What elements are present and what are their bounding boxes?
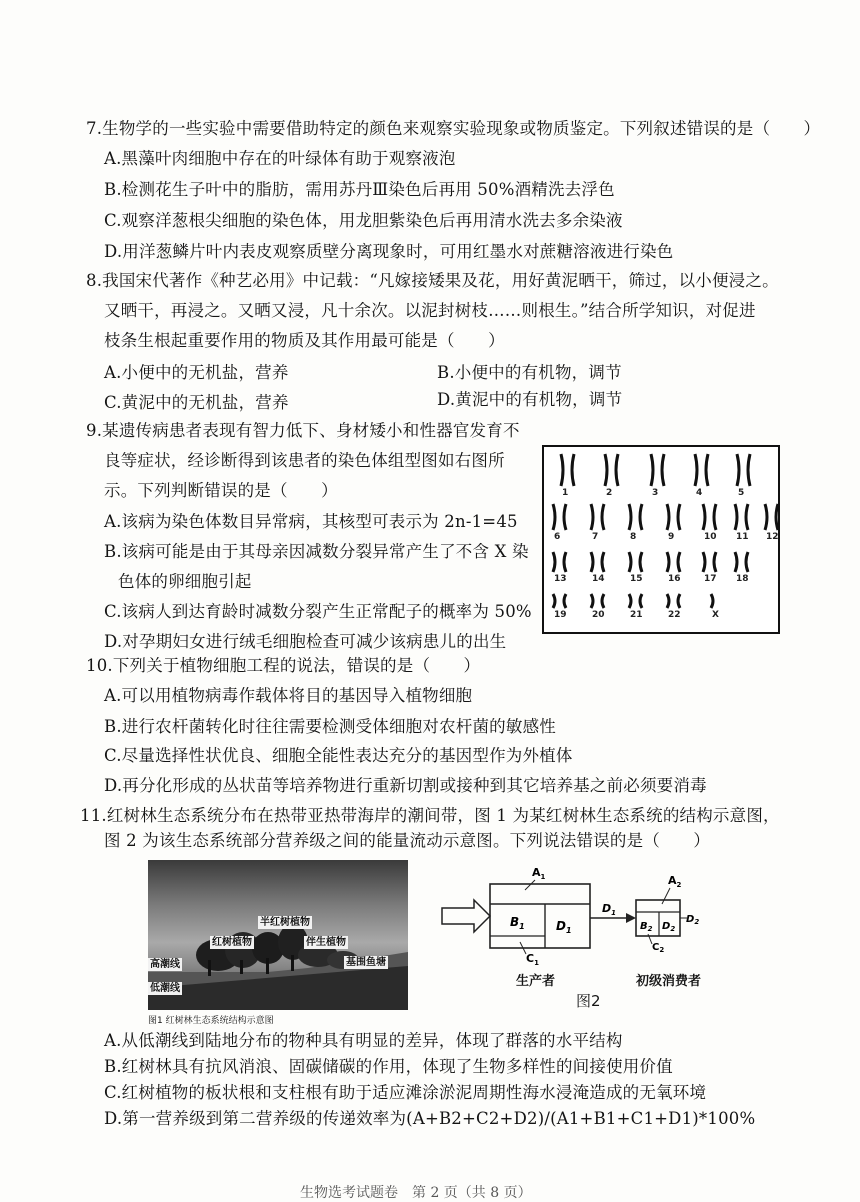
q11-option-c: C.红树植物的板状根和支柱根有助于适应滩涂淤泥周期性海水浸淹造成的无氧环境 — [104, 1083, 707, 1102]
q11-option-d-prefix: D.第一营养级到第二营养级的传递效率为(A — [104, 1109, 425, 1128]
chromosome-7 — [588, 503, 608, 535]
q11-option-d — [104, 1108, 755, 1130]
chromosome-5 — [734, 453, 754, 491]
q8-stem-line1: 8.我国宋代著作《种艺必用》中记载：“凡嫁接矮果及花，用好黄泥晒干，筛过，以小便浸之。 — [86, 271, 779, 290]
consumer-label: 初级消费者 — [636, 974, 702, 989]
q9-option-a: A.该病为染色体数目异常病，其核型可表示为 2n-1=45 — [104, 512, 518, 531]
chromosome-10 — [700, 503, 720, 535]
q7-stem: 7.生物学的一些实验中需要借助特定的颜色来观察实验现象或物质鉴定。下列叙述错误的是（ ） — [86, 119, 821, 138]
q7-option-b: B.检测花生子叶中的脂肪，需用苏丹Ⅲ染色后再用 50%酒精洗去浮色 — [104, 180, 615, 199]
svg-text:D1: $D_1$ — [602, 902, 617, 917]
q7-option-c: C.观察洋葱根尖细胞的染色体，用龙胆紫染色后再用清水洗去多余染液 — [104, 211, 623, 230]
chromosome-label: 16 — [668, 574, 681, 584]
label-low-tide: 低潮线 — [150, 983, 180, 994]
chromosome-label: 13 — [554, 574, 567, 584]
svg-text:B2: $B_2$ — [640, 921, 653, 933]
q10-option-c: C.尽量选择性状优良、细胞全能性表达充分的基因型作为外植体 — [104, 746, 573, 765]
q8-option-c: C.黄泥中的无机盐，营养 — [104, 393, 289, 412]
chromosome-label: 21 — [630, 610, 643, 620]
chromosome-label: 3 — [652, 488, 659, 498]
q8-option-b: B.小便中的有机物，调节 — [437, 363, 622, 382]
svg-text:D2: $D_2$ — [686, 914, 700, 926]
chromosome-label: 12 — [766, 532, 779, 542]
q9-option-c: C.该病人到达育龄时减数分裂产生正常配子的概率为 50% — [104, 602, 532, 621]
svg-text:C2: $C_2$ — [652, 942, 665, 954]
label-semi-mangrove: 半红树植物 — [260, 917, 310, 928]
q11-stem-line2: 图 2 为该生态系统部分营养级之间的能量流动示意图。下列说法错误的是（ ） — [104, 831, 711, 850]
q10-option-d: D.再分化形成的丛状苗等培养物进行重新切割或接种到其它培养基之前必须要消毒 — [104, 776, 707, 795]
page-footer: 生物选考试题卷 第 2 页（共 8 页） — [300, 1185, 532, 1201]
q7-option-a: A.黑藻叶肉细胞中存在的叶绿体有助于观察液泡 — [104, 149, 456, 168]
fig2-caption: 图2 — [576, 992, 601, 1010]
svg-text:A2: $A_2$ — [668, 874, 682, 889]
q10-option-b: B.进行农杆菌转化时往往需要检测受体细胞对农杆菌的敏感性 — [104, 717, 556, 736]
chromosome-label: 1 — [562, 488, 569, 498]
svg-text:C1: $C_1$ — [526, 952, 539, 967]
chromosome-label: 15 — [630, 574, 643, 584]
chromosome-label: 8 — [630, 532, 637, 542]
chromosome-label: 14 — [592, 574, 605, 584]
q11-option-a: A.从低潮线到陆地分布的物种具有明显的差异，体现了群落的水平结构 — [104, 1031, 623, 1050]
q9-option-d: D.对孕期妇女进行绒毛细胞检查可减少该病患儿的出生 — [104, 632, 507, 651]
chromosome-9 — [664, 503, 684, 535]
svg-text:D2: $D_2$ — [662, 921, 676, 933]
fig1-caption: 图1 红树林生态系统结构示意图 — [148, 1016, 274, 1026]
chromosome-1 — [558, 453, 578, 491]
svg-text:B1: $B_1$ — [510, 915, 525, 931]
chromosome-label: 22 — [668, 610, 681, 620]
q7-option-d: D.用洋葱鳞片叶内表皮观察质壁分离现象时，可用红墨水对蔗糖溶液进行染色 — [104, 242, 674, 261]
q8-stem-line3: 枝条生根起重要作用的物质及其作用最可能是（ ） — [104, 331, 505, 350]
energy-flow-figure — [440, 866, 720, 1016]
producer-label: 生产者 — [516, 974, 556, 989]
label-associated-plants: 伴生植物 — [306, 937, 346, 948]
q9-stem-line2: 良等症状，经诊断得到该患者的染色体组型图如右图所 — [104, 451, 505, 470]
q11-option-b: B.红树林具有抗风消浪、固碳储碳的作用，体现了生物多样性的间接使用价值 — [104, 1057, 673, 1076]
label-fish-pond: 基围鱼塘 — [346, 957, 386, 968]
q10-option-a: A.可以用植物病毒作载体将目的基因导入植物细胞 — [104, 686, 473, 705]
mangrove-structure-figure — [148, 860, 408, 1010]
chromosome-label: 10 — [704, 532, 717, 542]
chromosome-8 — [626, 503, 646, 535]
q10-stem: 10.下列关于植物细胞工程的说法，错误的是（ ） — [86, 656, 481, 675]
chromosome-label: 18 — [736, 574, 749, 584]
chromosome-label: 2 — [606, 488, 613, 498]
q8-option-d: D.黄泥中的有机物，调节 — [437, 390, 623, 409]
label-mangrove: 红树植物 — [212, 937, 252, 948]
chromosome-label: 20 — [592, 610, 605, 620]
chromosome-label: X — [712, 610, 719, 620]
q9-stem-line1: 9.某遗传病患者表现有智力低下、身材矮小和性器官发育不 — [86, 421, 520, 440]
chromosome-label: 6 — [554, 532, 561, 542]
chromosome-label: 5 — [738, 488, 745, 498]
chromosome-label: 9 — [668, 532, 675, 542]
chromosome-3 — [648, 453, 668, 491]
q9-stem-line3: 示。下列判断错误的是（ ） — [104, 481, 338, 500]
chromosome-2 — [602, 453, 622, 491]
chromosome-12 — [762, 503, 782, 535]
mangrove-scene — [148, 860, 408, 1010]
q11-option-d-rest: +B2+C2+D2)/(A1+B1+C1+D1)*100% — [424, 1109, 756, 1128]
q11-stem-line1: 11.红树林生态系统分布在热带亚热带海岸的潮间带，图 1 为某红树林生态系统的结构示意图， — [80, 806, 780, 825]
q9-option-b: B.该病可能是由于其母亲因减数分裂异常产生了不含 X 染 — [104, 542, 529, 561]
svg-text:A1: $A_1$ — [532, 866, 546, 881]
chromosome-label: 17 — [704, 574, 717, 584]
q8-stem-line2: 又晒干，再浸之。又晒又浸，凡十余次。以泥封树枝……则根生。”结合所学知识，对促进 — [104, 301, 756, 320]
chromosome-4 — [692, 453, 712, 491]
chromosome-6 — [550, 503, 570, 535]
q8-option-a: A.小便中的无机盐，营养 — [104, 363, 289, 382]
label-high-tide: 高潮线 — [150, 959, 180, 970]
chromosome-label: 19 — [554, 610, 567, 620]
q9-option-b-cont: 色体的卵细胞引起 — [118, 572, 252, 591]
svg-text:D1: $D_1$ — [556, 919, 572, 935]
karyotype-figure — [542, 445, 780, 634]
chromosome-11 — [732, 503, 752, 535]
chromosome-label: 7 — [592, 532, 599, 542]
chromosome-label: 11 — [736, 532, 749, 542]
chromosome-label: 4 — [696, 488, 703, 498]
